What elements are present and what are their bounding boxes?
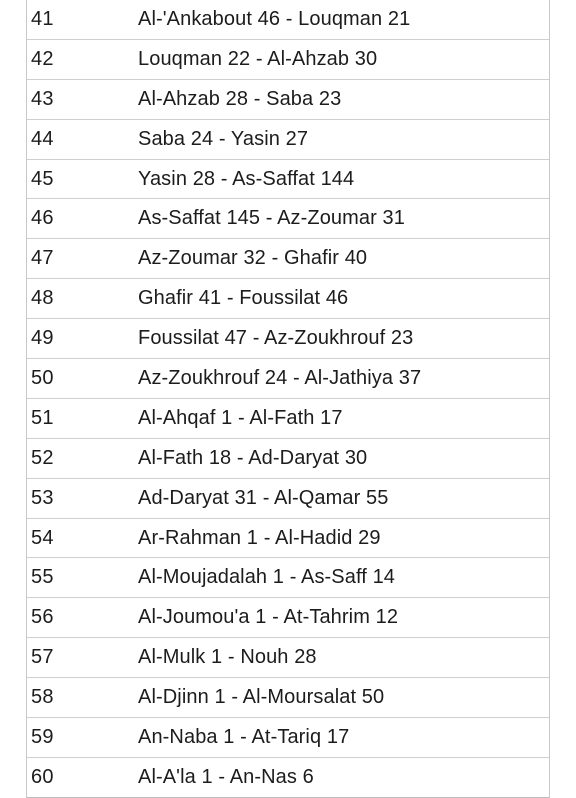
row-number: 45 [31,167,54,190]
table-row [27,199,549,239]
row-number: 56 [31,606,54,629]
table-row [27,319,549,359]
row-range: Louqman 22 - Al-Ahzab 30 [138,47,378,70]
row-number: 51 [31,406,54,429]
row-range: Al-Ahqaf 1 - Al-Fath 17 [138,406,343,429]
row-number: 55 [31,566,54,589]
row-range: Ad-Daryat 31 - Al-Qamar 55 [138,486,389,509]
row-range: Ar-Rahman 1 - Al-Hadid 29 [138,526,381,549]
table-row [27,519,549,559]
row-range: Al-Ahzab 28 - Saba 23 [138,87,342,110]
row-number: 58 [31,686,54,709]
juz-table [26,0,550,798]
row-number: 41 [31,8,54,30]
row-range: Ghafir 41 - Foussilat 46 [138,287,349,310]
row-number: 60 [31,765,54,788]
row-number: 53 [31,486,54,509]
table-row [27,638,549,678]
table-row [27,678,549,718]
table-row [27,758,549,798]
row-range: Al-Djinn 1 - Al-Moursalat 50 [138,686,385,709]
table-row [27,479,549,519]
table-row [27,598,549,638]
row-number: 50 [31,367,54,390]
row-number: 48 [31,287,54,310]
table-row [27,80,549,120]
row-range: Yasin 28 - As-Saffat 144 [138,167,355,190]
row-number: 43 [31,87,54,110]
table-row [27,439,549,479]
table-row [27,718,549,758]
table-row [27,558,549,598]
table-row [27,239,549,279]
table-row [27,399,549,439]
row-number: 59 [31,726,54,749]
row-range: Al-Joumou'a 1 - At-Tahrim 12 [138,606,399,629]
row-range: Al-'Ankabout 46 - Louqman 21 [138,8,411,30]
row-range: Al-Moujadalah 1 - As-Saff 14 [138,566,396,589]
row-range: Az-Zoukhrouf 24 - Al-Jathiya 37 [138,367,422,390]
row-range: Al-Fath 18 - Ad-Daryat 30 [138,446,368,469]
row-range: As-Saffat 145 - Az-Zoumar 31 [138,207,405,230]
row-number: 54 [31,526,54,549]
row-number: 47 [31,247,54,270]
table-row [27,40,549,80]
row-range: Al-A'la 1 - An-Nas 6 [138,765,314,788]
row-range: Foussilat 47 - Az-Zoukhrouf 23 [138,327,414,350]
row-range: An-Naba 1 - At-Tariq 17 [138,726,350,749]
row-number: 42 [31,47,54,70]
table-row [27,359,549,399]
row-number: 44 [31,127,54,150]
row-number: 52 [31,446,54,469]
table-row [27,0,549,40]
row-number: 49 [31,327,54,350]
table-row [27,160,549,200]
row-number: 57 [31,646,54,669]
row-range: Az-Zoumar 32 - Ghafir 40 [138,247,368,270]
row-range: Al-Mulk 1 - Nouh 28 [138,646,317,669]
table-row [27,279,549,319]
table-row [27,120,549,160]
row-number: 46 [31,207,54,230]
row-range: Saba 24 - Yasin 27 [138,127,309,150]
